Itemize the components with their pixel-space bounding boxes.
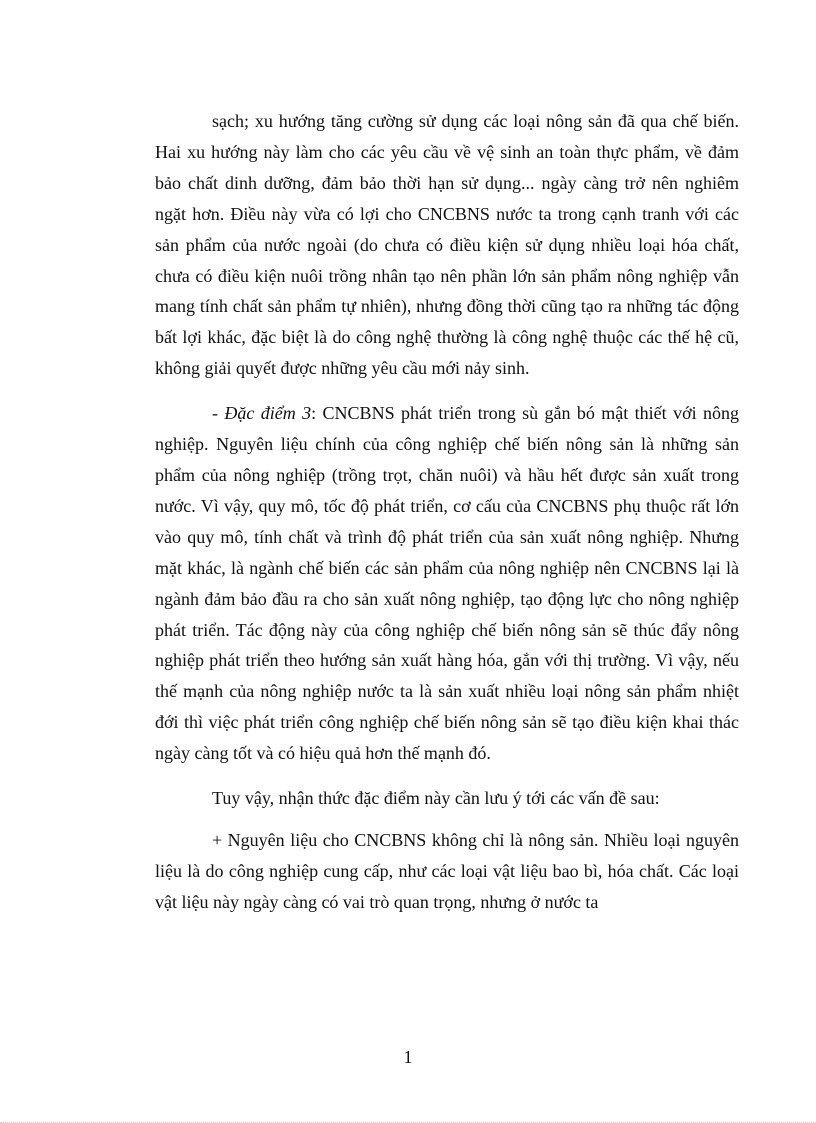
paragraph-3: [155, 783, 739, 814]
paragraph-4: [155, 825, 739, 918]
paragraph-1: [155, 106, 739, 384]
paragraph-3-text: Tuy vậy, nhận thức đặc điểm này cần lưu ý tới các vấn đề sau:: [212, 788, 660, 809]
paragraph-4-text: + Nguyên liệu cho CNCBNS không chỉ là nông sản. Nhiều loại nguyên liệu là do công nghiệp cung cấp, như các loại vật liệu bao bì, hóa chất. Các loại vật liệu này ngày càng có vai trò quan trọng, nhưng ở nước ta: [155, 829, 739, 912]
paragraph-2: [155, 398, 739, 769]
paragraph-2-text: : CNCBNS phát triển trong sù gắn bó mật thiết với nông nghiệp. Nguyên liệu chính của công nghiệp chế biến nông sản là những sản phẩm của nông nghiệp (trồng trọt, chăn nuôi) và hầu hết được sản xuất trong nước. Vì vậy, quy mô, tốc độ phát triển, cơ cấu của CNCBNS phụ thuộc rất lớn vào quy mô, tính chất và trình độ phát triển của sản xuất nông nghiệp. Nhưng mặt khác, là ngành chế biến các sản phẩm của nông nghiệp nên CNCBNS lại là ngành đảm bảo đầu ra cho sản xuất nông nghiệp, tạo động lực cho nông nghiệp phát triển. Tác động này của công nghiệp chế biến nông sản sẽ thúc đẩy nông nghiệp phát triển theo hướng sản xuất hàng hóa, gắn với thị trường. Vì vậy, nếu thế mạnh của nông nghiệp nước ta là sản xuất nhiều loại nông sản phẩm nhiệt đới thì việc phát triển công nghiệp chế biến nông sản sẽ tạo điều kiện khai thác ngày càng tốt và có hiệu quả hơn thế mạnh đó.: [155, 403, 739, 764]
body-text: [155, 106, 739, 918]
page-number: 1: [403, 1047, 413, 1067]
paragraph-1-text: sạch; xu hướng tăng cường sử dụng các loại nông sản đã qua chế biến. Hai xu hướng này làm cho các yêu cầu về vệ sinh an toàn thực phẩm, về đảm bảo chất dinh dưỡng, đảm bảo thời hạn sử dụng... ngày càng trở nên nghiêm ngặt hơn. Điều này vừa có lợi cho CNCBNS nước ta trong cạnh tranh với các sản phẩm của nước ngoài (do chưa có điều kiện sử dụng nhiều loại hóa chất, chưa có điều kiện nuôi trồng nhân tạo nên phần lớn sản phẩm nông nghiệp vẫn mang tính chất sản phẩm tự nhiên), nhưng đồng thời cũng tạo ra những tác động bất lợi khác, đặc biệt là do công nghệ thường là công nghệ thuộc các thế hệ cũ, không giải quyết được những yêu cầu mới nảy sinh.: [155, 111, 739, 379]
paragraph-2-heading: - Đặc điểm 3: [212, 403, 312, 424]
